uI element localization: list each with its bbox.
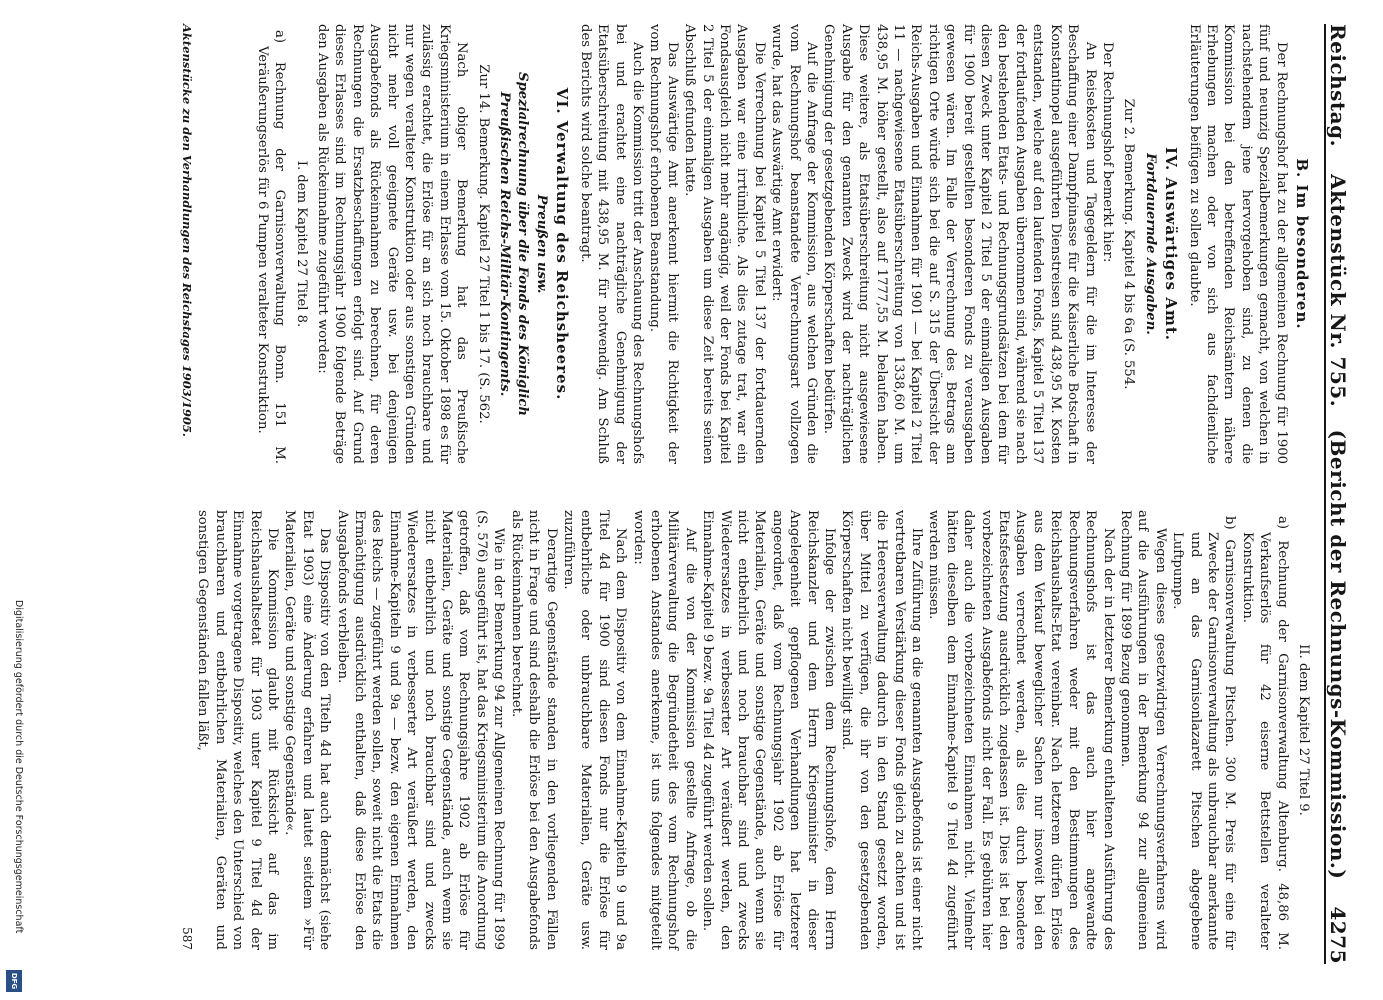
document-page xyxy=(166,24,1356,964)
section-vi-subheading: Preußen usw. xyxy=(533,194,549,294)
section-iv-subheading: Fortdauernde Ausgaben. xyxy=(1142,153,1158,335)
header-right-title: (Bericht der Rechnungs-Kommission.) xyxy=(1326,429,1350,880)
paragraph: Der Rechnungshof hat zu der allgemeinen Rechnung für 1900 fünf und neunzig Spezialbemerkungen gemacht, von welchen in nachstehendem jene hervorgehoben sind, zu denen die Kommission bei den betreffenden Reichsämtern nähere Erhebungen machen oder von sich aus fachdienliche Erläuterungen beifügen zu sollen glaubte. xyxy=(1186,24,1289,464)
paragraph: Derartige Gegenstände standen in den vorliegenden Fällen nicht in Frage und sind deshalb die Erlöse bei den Ausgabefonds als Rückeinnahmen berechnet. xyxy=(508,510,559,950)
list-heading: II. dem Kapitel 27 Titel 9. xyxy=(1296,644,1311,816)
paragraph: Auf die von der Kommission gestellte Anfrage, ob die Militärverwaltung die Begründetheit des vom Rechnungshof erhobenen Anstandes anerkenne, ist uns folgendes mitgeteilt worden: xyxy=(630,510,698,950)
header-center xyxy=(1326,147,1350,906)
section-b-heading: B. Im besonderen. xyxy=(1293,158,1311,330)
paragraph: Das Auswärtige Amt anerkennt hiermit die Richtigkeit der vom Rechnungshof erhobenen Beanstandung. xyxy=(647,24,680,464)
paragraph: An Reisekosten und Tagegeldern für die im Interesse der Beschaffung einer Dampfpinasse für die Kaiserliche Botschaft in Konstantinopel ausgeführten Dienstreisen sind 438,95 M. Kosten entstanden, welche auf den laufenden Fonds, Kapitel 5 Titel 137 der fortlaufenden Ausgaben übernommen sind, während sie nach den bestehenden Etats- und Rechnungsgrundsätzen bei dem für diesen Zweck unter Kapitel 2 Titel 5 der einmaligen Ausgaben für 1900 bereit gestellten besonderen Fonds zu verausgaben gewesen wären. Im Falle der Verrechnung des Betrags am richtigen Orte würde sich bei die auf S. 315 der Übersicht der Reichs-Ausgaben und Einnahmen für 1901 — bei Kapitel 2 Titel 11 — nachgewiesene Etatsüberschreitung von 1338,60 M. um 438,95 M. höher gestellt, also auf 1777,55 M. belaufen haben. Diese weitere, als Etatsüberschreitung nicht ausgewiesene Ausgabe für den genannten Zweck wird der nachträglichen Genehmigung der gesetzgebenden Körperschaften bedürfen. xyxy=(821,24,1098,464)
paragraph: Nach dem Dispositiv von dem Einnahme-Kapiteln 9 und 9a Titel 4d für 1900 sind diesen Fonds nur die Erlöse für entbehrliche oder unbrauchbare Materialien, Geräte usw. zuzuführen. xyxy=(560,510,629,950)
list-heading: I. dem Kapitel 27 Titel 8. xyxy=(293,160,309,328)
dfg-credit-strip xyxy=(0,600,40,1000)
paragraph: Der Rechnungshof bemerkt hier: xyxy=(1099,42,1115,263)
paragraph: Ihre Zuführung an die genannten Ausgabefonds ist einer nicht vertretbaren Verstärkung dieser Fonds gleich zu achten und ist die Heeresverwaltung dadurch in den Stand gesetzt worden, über Mittel zu verfügen, die ihr von den gesetzgebenden Körperschaften nicht bewilligt sind. xyxy=(839,510,925,950)
list-item: a) Rechnung der Garnisonverwaltung Altenburg. 48,86 M. Verkaufserlös für 42 eiserne Bettstellen veralteter Konstruktion. xyxy=(1239,516,1290,950)
paragraph: Nach obiger Bemerkung hat das Preußische Kriegsministerium in einem Erlasse vom 15. Oktober 1898 es für zulässig erachtet, die Erlöse für an sich noch brauchbare und nur wegen veralteter Konstruktion oder aus sonstigen Gründen nicht mehr voll geeignete Geräte usw. bei denjenigen Ausgabefonds als Rückeinnahmen zu berechnen, für deren Rechnungen die Ersatzbeschaffungen erfolgt sind. Auf Grund dieses Erlasses sind im Rechnungsjahr 1900 folgende Beträge den Ausgaben als Rückeinnahme zugeführt worden: xyxy=(315,24,470,464)
dfg-logo-text: DFG xyxy=(10,972,18,990)
right-column xyxy=(194,510,1316,950)
paragraph: Auch die Kommission tritt der Anschauung des Rechnungshofs bei und erachtet eine nachträgliche Genehmigung der Etatsüberschreitung mit 438,95 M. für notwendig. Am Schluß des Berichts wird solche beantragt. xyxy=(577,24,645,464)
page-number-bottom: 587 xyxy=(180,927,194,950)
paragraph: Die Kommission glaubt mit Rücksicht auf das im Reichshaushaltsetat für 1903 unter Kapitel 9 Titel 4d der Einnahme vorgetragene Dispositiv, welches den Unterschied von brauchbaren und entbehrlichen Materialien, Geräten und sonstigen Gegenständen fallen läßt, xyxy=(195,510,281,950)
header-center-title: Aktenstück Nr. 755. xyxy=(1326,174,1350,408)
paragraph: Die Verrechnung bei Kapitel 5 Titel 137 der fortdauernden Ausgaben war eine irrtümliche. Als dies zutage trat, war ein Fondsausgleich nicht mehr angängig, weil der Fonds bei Kapitel 2 Titel 5 der einmaligen Ausgaben um diese Zeit bereits seinen Abschluß gefunden hatte. xyxy=(682,24,767,464)
paragraph: Wegen dieses gesetzwidrigen Verrechnungsverfahrens wird auf die Ausführungen in der Bemerkung 94 zur allgemeinen Rechnung für 1899 Bezug genommen. xyxy=(1117,510,1168,950)
left-column xyxy=(253,24,1316,464)
list-item: a) Rechnung der Garnisonverwaltung Bonn. 151 M. Veräußerungserlös für 6 Pumpen veralteter Konstruktion. xyxy=(254,30,288,464)
paragraph: Nach der in letzterer Bemerkung enthaltenen Ausführung des Rechnungshofs ist das auch hier angewandte Rechnungsverfahren weder mit den Bestimmungen des Reichshaushalts-Etat vereinbar. Nach letzterem dürfen Erlöse aus dem Verkauf beweglicher Sachen nur insoweit bei den Ausgaben verrechnet werden, als dies durch besondere Etatsfestsetzung ausdrücklich zugelassen ist. Dies ist bei den vorbezeichneten Ausgabefonds nicht der Fall. Es gebühren hier daher auch die vorbezeichneten Einnahmen nicht. Vielmehr hätten dieselben dem Einnahme-Kapitel 9 Titel 4d zugeführt werden müssen. xyxy=(926,510,1116,950)
paragraph: Das Dispositiv von den Titeln 4d hat auch demnächst (siehe Etat 1903) eine Änderung erfahren und lautet seitdem »Für Materialien, Geräte und sonstige Gegenstände«. xyxy=(282,510,333,950)
list-item: b) Garnisonverwaltung Pitschen. 300 M. Preis für eine für Zwecke der Garnisonverwaltung als unbrauchbar anerkannte und an das Garnisonlazarett Pitschen abgegebene Luftpumpe. xyxy=(1170,516,1238,950)
page-number-top: 4275 xyxy=(1326,906,1350,964)
remark-reference: Zur 14. Bemerkung. Kapitel 27 Titel 1 bis 17. (S. 562. xyxy=(475,64,491,424)
section-iv-heading: IV. Auswärtiges Amt. xyxy=(1162,147,1181,341)
dfg-logo xyxy=(6,970,22,992)
dfg-credit-text: Digitalisierung gefördert durch die Deutsche Forschungsgemeinschaft xyxy=(13,600,24,934)
paragraph: Auf die Anfrage der Kommission, aus welchen Gründen die vom Rechnungshof beanstandete Verrechnungsart vollzogen wurde, hat das Auswärtige Amt erwidert: xyxy=(769,24,820,464)
section-vi-subheading-2: Spezialrechnung über die Fonds des Königlich Preußischen Reichs-Militär-Kontingents. xyxy=(497,72,530,416)
section-vi-heading: VI. Verwaltung des Reichsheeres. xyxy=(553,87,572,401)
paragraph: Wie in der Bemerkung 94 zur Allgemeinen Rechnung für 1899 (S. 576) ausgeführt ist, hat das Kriegsministerium die Anordnung getroffen, daß vom Rechnungsjahre 1902 ab Erlöse für Materialien, Geräte und sonstige Gegenstände, auch wenn sie nicht entbehrlich und noch brauchbar sind und zwecks Wiederersatzes in verbesserter Art veräußert werden, den Einnahme-Kapiteln 9 und 9a — bezw. den eigenen Einnahmen des Reichs — zugeführt werden sollen, soweit nicht die Etats die Ermächtigung ausdrücklich enthalten, daß diese Erlöse den Ausgabefonds verbleiben. xyxy=(334,510,507,950)
paragraph: Infolge der zwischen dem Rechnungshofe, dem Herrn Reichskanzler und dem Herrn Kriegsminister in dieser Angelegenheit gepflogenen Verhandlungen hat letzterer angeordnet, daß vom Rechnungsjahr 1902 ab Erlöse für Materialien, Geräte und sonstige Gegenstände, auch wenn sie nicht entbehrlich und noch brauchbar sind und zwecks Wiederersatzes in verbesserter Art veräußert werden, den Einnahme-Kapitel 9 bezw. 9a Titel 4d zugeführt werden sollen. xyxy=(700,510,838,950)
page-footer: Aktenstücke zu den Verhandlungen des Reichstages 1903/1905. xyxy=(180,24,194,437)
remark-reference: Zur 2. Bemerkung. Kapitel 4 bis 6a (S. 554. xyxy=(1121,98,1137,390)
header-left: Reichstag. xyxy=(1326,24,1350,148)
page-header xyxy=(1324,24,1356,964)
